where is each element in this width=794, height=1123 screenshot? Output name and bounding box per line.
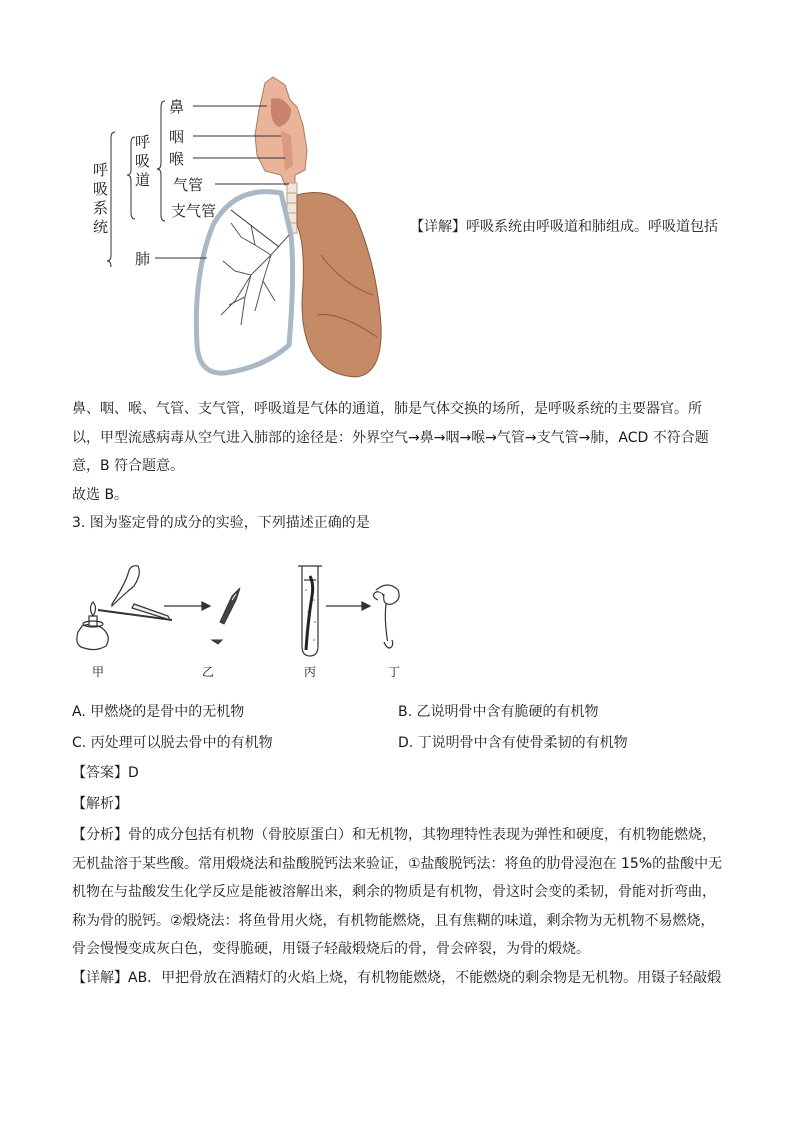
analysis-paragraph <box>72 821 724 992</box>
detail-continuation <box>72 395 724 538</box>
fig-label-yi: 乙 <box>202 665 215 679</box>
option-d: D. 丁说明骨中含有使骨柔韧的有机物 <box>398 735 628 751</box>
detail-line: 以，甲型流感病毒从空气进入肺部的途径是：外界空气→鼻→咽→喉→气管→支气管→肺，ACD 不符合题 <box>72 429 709 446</box>
detail-ab: 【详解】AB．甲把骨放在酒精灯的火焰上烧，有机物能燃烧，不能燃烧的剩余物是无机物。用镊子轻敲煅 <box>72 969 722 986</box>
analysis-line: 称为骨的脱钙。②煅烧法：将鱼骨用火烧，有机物能燃烧，且有焦糊的味道，剩余物为无机物不易燃烧， <box>72 912 715 929</box>
analysis-header: 【解析】 <box>72 796 128 812</box>
option-a: A. 甲燃烧的是骨中的无机物 <box>72 704 245 720</box>
detail-line: 意，B 符合题意。 <box>72 458 185 474</box>
label-trachea: 气管 <box>173 176 204 194</box>
label-bronchus: 支气管 <box>171 202 217 220</box>
detail-line: 鼻、咽、喉、气管、支气管，呼吸道是气体的通道，肺是气体交换的场所，是呼吸系统的主要器官。所 <box>72 401 702 417</box>
label-larynx: 喉 <box>169 150 185 168</box>
label-pharynx: 咽 <box>169 128 185 146</box>
question-stem: 3. 图为鉴定骨的成分的实验，下列描述正确的是 <box>72 515 370 531</box>
analysis-line: 【分析】骨的成分包括有机物（骨胶原蛋白）和无机物，其物理特性表现为弹性和硬度，有机物能燃烧， <box>72 827 716 843</box>
detail-intro: 【详解】呼吸系统由呼吸道和肺组成。呼吸道包括 <box>410 219 718 235</box>
label-tract: 呼吸道 <box>135 133 151 189</box>
answer: 【答案】D <box>72 765 139 781</box>
analysis-line: 骨会慢慢变成灰白色，变得脆硬，用镊子轻敲煅烧后的骨，骨会碎裂，为骨的煅烧。 <box>72 941 590 957</box>
experiment-diagram <box>72 560 412 660</box>
analysis-line: 无机盐溶于某些酸。常用煅烧法和盐酸脱钙法来验证，①盐酸脱钙法：将鱼的肋骨浸泡在 15%的盐酸中无 <box>72 855 723 872</box>
option-b: B. 乙说明骨中含有脆硬的有机物 <box>398 704 599 720</box>
fig-label-bing: 丙 <box>304 665 317 679</box>
respiratory-diagram <box>85 75 395 385</box>
conclusion: 故选 B。 <box>72 486 129 503</box>
bone-experiment-figure <box>72 560 412 680</box>
fig-label-ding: 丁 <box>388 665 401 679</box>
label-lung: 肺 <box>135 250 151 268</box>
fig-label-jia: 甲 <box>92 665 105 679</box>
option-c: C. 丙处理可以脱去骨中的有机物 <box>72 735 273 751</box>
analysis-line: 机物在与盐酸发生化学反应是能被溶解出来，剩余的物质是有机物，骨这时会变的柔韧，骨能对折弯曲， <box>72 884 716 900</box>
label-system: 呼吸系统 <box>93 161 109 236</box>
respiratory-figure <box>85 75 395 385</box>
label-nose: 鼻 <box>169 98 185 116</box>
